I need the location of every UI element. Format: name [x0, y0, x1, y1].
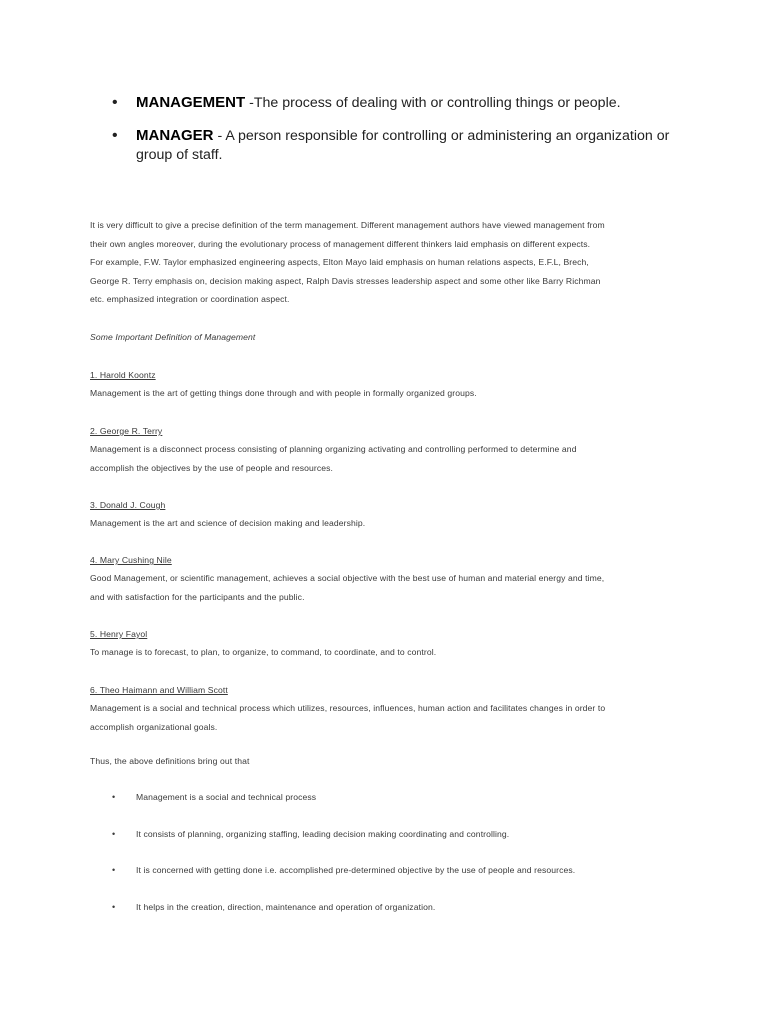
- section-heading: Some Important Definition of Management: [90, 332, 256, 342]
- bullet-icon: •: [112, 865, 116, 876]
- summary-text: It is concerned with getting done i.e. accomplished pre-determined objective by the use of people and resources.: [136, 865, 576, 876]
- conclusion-text: Thus, the above definitions bring out that: [90, 756, 250, 766]
- paragraph-line: For example, F.W. Taylor emphasized engineering aspects, Elton Mayo laid emphasis on human relations aspects, E.F.L, Brech,: [90, 257, 589, 268]
- paragraph-line: etc. emphasized integration or coordination aspect.: [90, 294, 290, 305]
- bullet-icon: •: [112, 94, 118, 111]
- summary-text: It consists of planning, organizing staffing, leading decision making coordinating and controlling.: [136, 828, 510, 839]
- key-term-management: [112, 93, 702, 113]
- summary-item: [112, 900, 672, 914]
- definition-author: 3. Donald J. Cough: [90, 500, 166, 510]
- summary-text: Management is a social and technical process: [136, 792, 317, 802]
- summary-item: [112, 863, 672, 877]
- key-terms-list: [112, 93, 702, 165]
- bullet-icon: •: [112, 901, 116, 912]
- definition-text: To manage is to forecast, to plan, to organize, to command, to coordinate, and to control.: [90, 647, 437, 657]
- definition-text: accomplish organizational goals.: [90, 721, 218, 732]
- summary-item: [112, 827, 672, 841]
- definition-text: accomplish the objectives by the use of people and resources.: [90, 462, 334, 473]
- definition-text: Management is a disconnect process consisting of planning organizing activating and controlling performed to determine and: [90, 444, 577, 454]
- definition-author: 4. Mary Cushing Nile: [90, 555, 172, 565]
- bullet-icon: •: [112, 828, 116, 839]
- summary-item: [112, 790, 672, 804]
- definition-terry: [90, 422, 690, 477]
- definition-text: Management is the art and science of decision making and leadership.: [90, 518, 366, 528]
- definition-cough: [90, 496, 690, 533]
- bullet-icon: •: [112, 792, 116, 802]
- summary-list: [112, 790, 672, 914]
- definition-koontz: [90, 366, 690, 403]
- definition-fayol: [90, 625, 690, 662]
- definition-text: Management is the art of getting things done through and with people in formally organized groups.: [90, 388, 477, 398]
- summary-text: It helps in the creation, direction, maintenance and operation of organization.: [136, 901, 436, 912]
- definition-haimann-scott: [90, 681, 690, 736]
- definition-text: Good Management, or scientific management, achieves a social objective with the best use of human and material energy and time,: [90, 573, 605, 583]
- paragraph-line: George R. Terry emphasis on, decision making aspect, Ralph Davis stresses leadership aspect and some other like Barry Richman: [90, 275, 601, 286]
- intro-paragraph: [90, 216, 690, 309]
- definition-text: Management is a social and technical process which utilizes, resources, influences, human action and facilitates changes in order to: [90, 703, 606, 713]
- term-definition: - A person responsible for controlling or administering an organization or group of staff.: [136, 128, 670, 163]
- term-label: MANAGEMENT: [136, 94, 246, 111]
- paragraph-line: It is very difficult to give a precise definition of the term management. Different management authors have viewed management from: [90, 220, 605, 230]
- bullet-icon: •: [112, 127, 118, 144]
- definition-author: 2. George R. Terry: [90, 426, 163, 436]
- term-definition: -The process of dealing with or controlling things or people.: [245, 95, 621, 111]
- definition-author: 5. Henry Fayol: [90, 629, 148, 639]
- definition-nile: [90, 551, 690, 606]
- paragraph-line: their own angles moreover, during the evolutionary process of management different thinkers laid emphasis on different expects.: [90, 238, 591, 249]
- definition-author: 1. Harold Koontz: [90, 370, 156, 380]
- term-label: MANAGER: [136, 127, 214, 144]
- key-term-manager: [112, 126, 702, 165]
- definition-text: and with satisfaction for the participants and the public.: [90, 591, 305, 602]
- definition-author: 6. Theo Haimann and William Scott: [90, 685, 228, 695]
